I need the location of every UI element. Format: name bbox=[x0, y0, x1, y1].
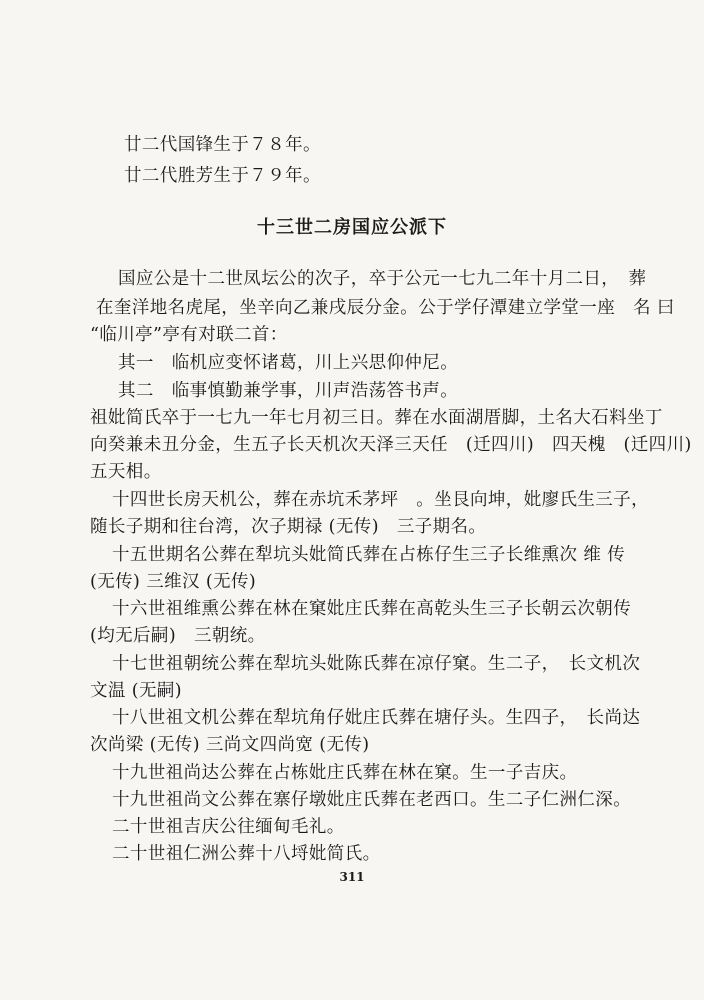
paragraph-line-7: 向癸兼未丑分金，生五子长天机次天泽三天任 (迁四川) 四天槐 (迁四川) bbox=[90, 435, 692, 455]
paragraph-line-15: 十七世祖朝统公葬在犁坑头妣陈氏葬在凉仔窠。生二子， 长文机次 bbox=[112, 654, 641, 674]
paragraph-line-8: 五天相。 bbox=[90, 462, 162, 482]
paragraph-line-3: “临川亭”亭有对联二首： bbox=[90, 325, 288, 345]
paragraph-line-10: 随长子期和往台湾，次子期禄 (无传) 三子期名。 bbox=[90, 517, 487, 537]
paragraph-line-9: 十四世长房天机公，葬在赤坑禾茅坪 。坐艮向坤，妣廖氏生三子， bbox=[112, 490, 649, 510]
paragraph-line-11: 十五世期名公葬在犁坑头妣简氏葬在占栋仔生三子长维熏次 维 传 bbox=[112, 545, 626, 565]
page-number: 311 bbox=[339, 870, 365, 884]
text-line-top-1: 廿二代国锋生于７８年。 bbox=[124, 135, 321, 155]
section-heading: 十三世二房国应公派下 bbox=[257, 217, 447, 238]
paragraph-line-20: 十九世祖尚文公葬在寨仔墩妣庄氏葬在老西口。生二子仁洲仁深。 bbox=[112, 790, 632, 810]
paragraph-line-16: 文温 (无嗣) bbox=[90, 681, 183, 701]
paragraph-line-17: 十八世祖文机公葬在犁坑角仔妣庄氏葬在塘仔头。生四子， 长尚达 bbox=[112, 708, 641, 728]
paragraph-line-1: 国应公是十二世凤坛公的次子，卒于公元一七九二年十月二日， 葬 bbox=[118, 269, 647, 289]
paragraph-line-2: 在奎洋地名虎尾，坐辛向乙兼戌辰分金。公于学仔潭建立学堂一座 名 曰 bbox=[96, 298, 675, 318]
paragraph-line-5: 其二 临事慎勤兼学事，川声浩荡答书声。 bbox=[118, 381, 459, 401]
paragraph-line-6: 祖妣简氏卒于一七九一年七月初三日。葬在水面湖厝脚，土名大石料坐丁 bbox=[90, 408, 663, 428]
paragraph-line-12: (无传) 三维汉 (无传) bbox=[90, 572, 257, 592]
paragraph-line-19: 十九世祖尚达公葬在占栋妣庄氏葬在林在窠。生一子吉庆。 bbox=[112, 763, 578, 783]
paragraph-line-22: 二十世祖仁洲公葬十八埒妣简氏。 bbox=[112, 844, 381, 864]
paragraph-line-13: 十六世祖维熏公葬在林在窠妣庄氏葬在高乾头生三子长朝云次朝传 bbox=[112, 599, 632, 619]
paragraph-line-14: (均无后嗣) 三朝统。 bbox=[90, 626, 266, 646]
paragraph-line-21: 二十世祖吉庆公往缅甸毛礼。 bbox=[112, 817, 345, 837]
text-line-top-2: 廿二代胜芳生于７９年。 bbox=[124, 166, 321, 186]
paragraph-line-4: 其一 临机应变怀诸葛，川上兴思仰仲尼。 bbox=[118, 353, 459, 373]
paragraph-line-18: 次尚梁 (无传) 三尚文四尚宽 (无传) bbox=[90, 735, 370, 755]
